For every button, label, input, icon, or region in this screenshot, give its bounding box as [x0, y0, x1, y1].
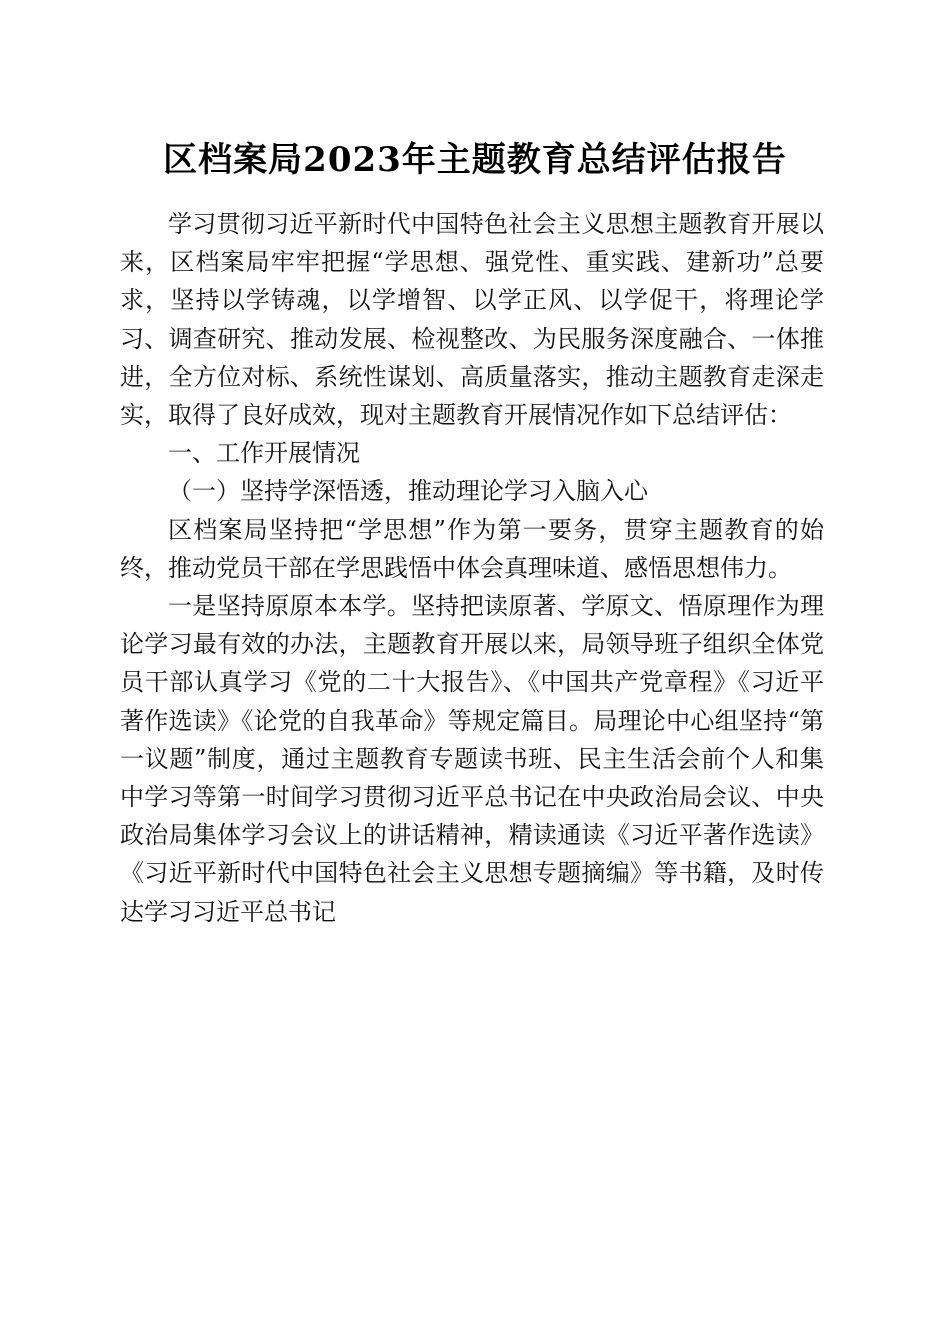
document-title: 区档案局2023年主题教育总结评估报告 — [163, 140, 787, 180]
subsection-paragraph: 区档案局坚持把“学思想”作为第一要务，贯穿主题教育的始终，推动党员干部在学思践悟中体会真理味道、感悟思想伟力。 — [120, 515, 824, 582]
intro-paragraph: 学习贯彻习近平新时代中国特色社会主义思想主题教育开展以来，区档案局牢牢把握“学思想、强党性、重实践、建新功”总要求，坚持以学铸魂，以学增智、以学正风、以学促干，将理论学习、调查研究、推动发展、检视整改、为民服务深度融合、一体推进，全方位对标、系统性谋划、高质量落实，推动主题教育走深走实，取得了良好成效，现对主题教育开展情况作如下总结评估： — [120, 210, 824, 430]
point-text: 坚持把读原著、学原文、悟原理作为理论学习最有效的办法，主题教育开展以来，局领导班子组织全体党员干部认真学习《党的二十大报告》、《中国共产党章程》《习近平著作选读》《论党的自我革命》等规定篇目。局理论中心组坚持“第一议题”制度，通过主题教育专题读书班、民主生活会前个人和集中学习等第一时间学习贯彻习近平总书记在中央政治局会议、中央政治局集体学习会议上的讲话精神，精读通读《习近平著作选读》《习近平新时代中国特色社会主义思想专题摘编》等书籍，及时传达学习习近平总书记 — [120, 592, 825, 926]
point-paragraph — [120, 587, 824, 931]
subsection-heading: （一）坚持学深悟透，推动理论学习入脑入心 — [168, 477, 648, 506]
point-lead: 一是坚持原原本本学。 — [168, 592, 412, 621]
document-body — [120, 205, 824, 931]
section-heading: 一、工作开展情况 — [168, 439, 360, 468]
